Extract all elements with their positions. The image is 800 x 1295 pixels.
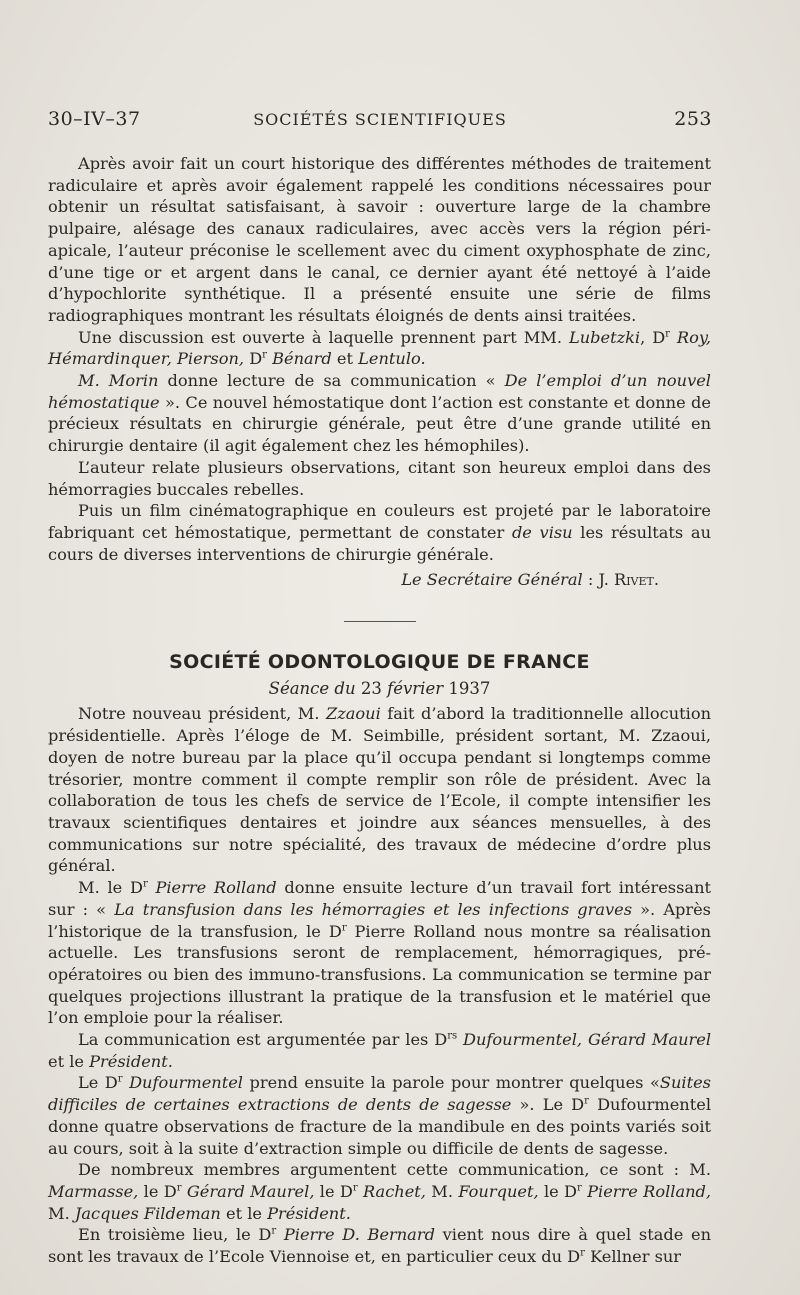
section-heading: SOCIÉTÉ ODONTOLOGIQUE DE FRANCE bbox=[169, 651, 590, 674]
paragraph: Puis un film cinématographique en couleurs est projeté par le laboratoire fabriquant cet hémostatique, permettant de constater de visu les résultats au cours de diverses interventions de chirurgie générale. bbox=[48, 501, 711, 564]
paragraph: De nombreux membres argumentent cette communication, ce sont : M. Marmasse, le $D^r$ Gérard Maurel, le $D^r$ Rachet, M. Fourquet, le $D^r$ Pierre Rolland, M. Jacques Fildeman et le Président. bbox=[48, 1160, 712, 1223]
header-title: SOCIÉTÉS SCIENTIFIQUES bbox=[253, 110, 507, 129]
paragraph: Notre nouveau président, M. Zzaoui fait d’abord la traditionnelle allocution présidentielle. Après l’éloge de M. Seimbille, président sortant, M. Zzaoui, doyen de notre bureau par la place qu’il occupa pendant si longtemps comme trésorier, montre comment il compte remplir son rôle de président. Avec la collaboration de tous les chefs de service de l’Ecole, il compte intensifier les travaux scientifiques dentaires et joindre aux séances mensuelles, à des communications sur notre spécialité, des travaux de médecine d’ordre plus général. bbox=[48, 704, 711, 876]
page-body bbox=[48, 153, 711, 1268]
paragraph: En troisième lieu, le $D^r$ Pierre D. Bernard vient nous dire à quel stade en sont les travaux de l’Ecole Viennoise et, en particulier ceux du $D^r$ Kellner sur bbox=[48, 1225, 711, 1267]
paragraph: La communication est argumentée par les $D^{rs}$ Dufourmentel, Gérard Maurel et le Président. bbox=[48, 1030, 711, 1071]
session-date: Séance du 23 février 1937 bbox=[268, 678, 491, 698]
paragraph: L’auteur relate plusieurs observations, citant son heureux emploi dans des hémorragies buccales rebelles. bbox=[48, 457, 711, 499]
paragraph: Après avoir fait un court historique des différentes méthodes de traitement radiculaire et après avoir également rappelé les conditions nécessaires pour obtenir un résultat satisfaisant, à savoir : ouverture large de la chambre pulpaire, alésage des canaux radiculaires, avec accès vers la région péri-apicale, l’auteur préconise le scellement avec du ciment oxyphosphate de zinc, d’une tige or et argent dans le canal, ce dernier ayant été nettoyé à l’aide d’hypochlorite synthétique. Il a présenté ensuite une série de films radiographiques montrant les résultats éloignés de dents ainsi traitées. bbox=[48, 154, 711, 325]
paragraph: Une discussion est ouverte à laquelle prennent part MM. Lubetzki, $D^r$ Roy, Hémardinquer, Pierson, $D^r$ Bénard et Lentulo. bbox=[48, 327, 711, 369]
paragraph: Le $D^r$ Dufourmentel prend ensuite la parole pour montrer quelques «Suites difficiles de certaines extractions de dents de sagesse ». Le $D^r$ Dufourmentel donne quatre observations de fracture de la mandibule en des points variés soit au cours, soit à la suite d’extraction simple ou difficile de dents de sagesse. bbox=[48, 1073, 711, 1158]
paragraph: M. Morin donne lecture de sa communication « De l’emploi d’un nouvel hémostatique ». Ce nouvel hémostatique dont l’action est constante et donne de précieux résultats en chirurgie générale, peut être d’une grande utilité en chirurgie dentaire (il agit également chez les hémophiles). bbox=[48, 371, 711, 456]
signature: Le Secrétaire Général : J. Rivet. bbox=[401, 570, 659, 590]
header-date: 30–IV–37 bbox=[48, 108, 141, 130]
section-divider bbox=[344, 621, 416, 622]
paragraph: M. le $D^r$ Pierre Rolland donne ensuite lecture d’un travail fort intéressant sur : « La transfusion dans les hémorragies et les infections graves ». Après l’historique de la transfusion, le $D^r$ Pierre Rolland nous montre sa réalisation actuelle. Les transfusions seront de remplacement, hémorragiques, pré-opératoires ou bien des immuno-transfusions. La communication se termine par quelques projections illustrant la pratique de la transfusion et le matériel que l’on emploie pour la réaliser. bbox=[48, 878, 711, 1028]
running-header bbox=[48, 108, 712, 138]
page-number: 253 bbox=[674, 108, 712, 130]
